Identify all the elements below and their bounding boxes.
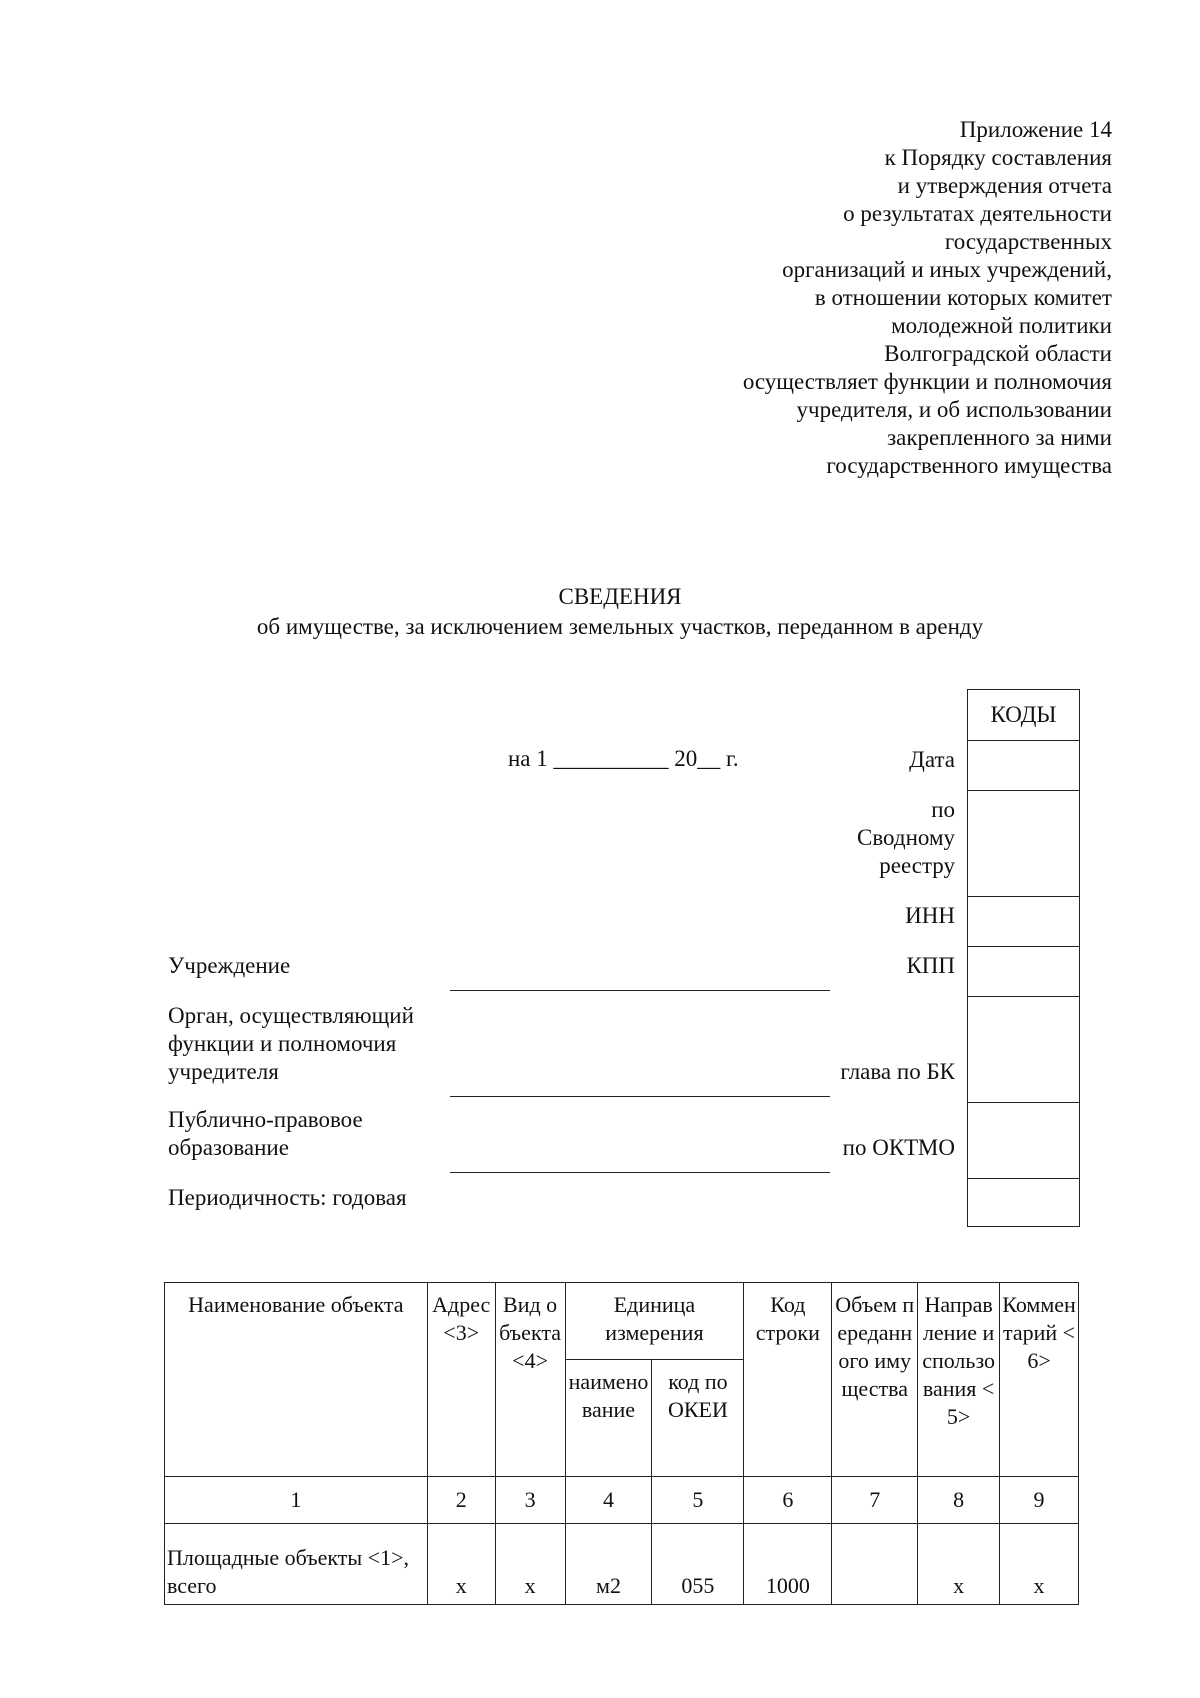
header-comment: Комментарий <6> [1000,1283,1079,1477]
founder-label-2: функции и полномочия [168,1031,397,1056]
header-name: Наименование объекта [165,1283,428,1477]
appendix-line: закрепленного за ними [887,425,1112,450]
col-number: 8 [918,1477,1000,1524]
appendix-line: осуществляет функции и полномочия [742,369,1112,394]
header-row-code: Код строки [744,1283,832,1477]
col-number: 6 [744,1477,832,1524]
appendix-line: учредителя, и об использовании [796,397,1112,422]
appendix-line: к Порядку составления [884,145,1112,170]
code-cell-kpp[interactable] [968,946,1079,997]
header-address: Адрес <3> [427,1283,495,1477]
col-number: 3 [495,1477,565,1524]
code-cell-date[interactable] [968,740,1079,791]
cell-comment[interactable]: х [1000,1524,1079,1605]
date-line: на 1 __________ 20__ г. [508,746,739,771]
code-label-registry-3: реестру [879,853,955,878]
codes-box [967,689,1080,1227]
code-label-oktmo: по ОКТМО [842,1135,955,1160]
cell-volume[interactable] [832,1524,918,1605]
cell-okei: 055 [652,1524,744,1605]
cell-row-code: 1000 [744,1524,832,1605]
founder-label-3: учредителя [168,1059,279,1084]
periodicity-label: Периодичность: годовая [168,1185,407,1210]
col-number: 4 [565,1477,652,1524]
code-label-registry-2: Сводному [856,825,955,850]
header-direction: Направление использования <5> [918,1283,1000,1477]
cell-type[interactable]: х [495,1524,565,1605]
ppo-field[interactable] [450,1172,830,1173]
header-volume: Объем переданного имущества [832,1283,918,1477]
code-label-inn: ИНН [905,903,955,928]
code-cell-periodicity[interactable] [968,1178,1079,1226]
table-row [165,1524,1079,1605]
cell-name: Площадные объекты <1>, всего [165,1524,428,1605]
cell-direction[interactable]: х [918,1524,1000,1605]
code-label-registry-1: по [931,797,955,822]
appendix-line: Приложение 14 [959,117,1112,142]
header-unit: Единица измерения [565,1283,744,1360]
appendix-line: в отношении которых комитет [814,285,1112,310]
code-cell-registry[interactable] [968,790,1079,897]
header-unit-code: код по ОКЕИ [652,1360,744,1477]
header-type: Вид объекта <4> [495,1283,565,1477]
appendix-line: государственных [944,229,1112,254]
code-label-bk: глава по БК [840,1059,955,1084]
appendix-line: молодежной политики [891,313,1112,338]
ppo-label-1: Публично-правовое [168,1107,363,1132]
appendix-line: о результатах деятельности [843,201,1112,226]
document-subtitle: об имуществе, за исключением земельных участков, переданном в аренду [256,614,984,639]
col-number: 9 [1000,1477,1079,1524]
appendix-line: Волгоградской области [884,341,1112,366]
code-cell-bk[interactable] [968,996,1079,1103]
code-cell-inn[interactable] [968,896,1079,947]
cell-unit: м2 [565,1524,652,1605]
col-number: 5 [652,1477,744,1524]
appendix-line: и утверждения отчета [897,173,1112,198]
col-number: 7 [832,1477,918,1524]
institution-field[interactable] [450,990,830,991]
col-number: 1 [165,1477,428,1524]
founder-field[interactable] [450,1096,830,1097]
appendix-header [652,116,1112,480]
ppo-label-2: образование [168,1135,289,1160]
col-number: 2 [427,1477,495,1524]
appendix-line: государственного имущества [826,453,1112,478]
code-cell-oktmo[interactable] [968,1102,1079,1179]
cell-address[interactable]: х [427,1524,495,1605]
appendix-line: организаций и иных учреждений, [782,257,1112,282]
code-label-kpp: КПП [906,953,955,978]
codes-header: КОДЫ [968,690,1079,741]
code-label-date: Дата [909,747,955,772]
property-table [164,1282,1079,1605]
document-title: СВЕДЕНИЯ [558,584,682,609]
founder-label-1: Орган, осуществляющий [168,1003,414,1028]
institution-label: Учреждение [168,953,291,978]
header-unit-name: наименование [565,1360,652,1477]
